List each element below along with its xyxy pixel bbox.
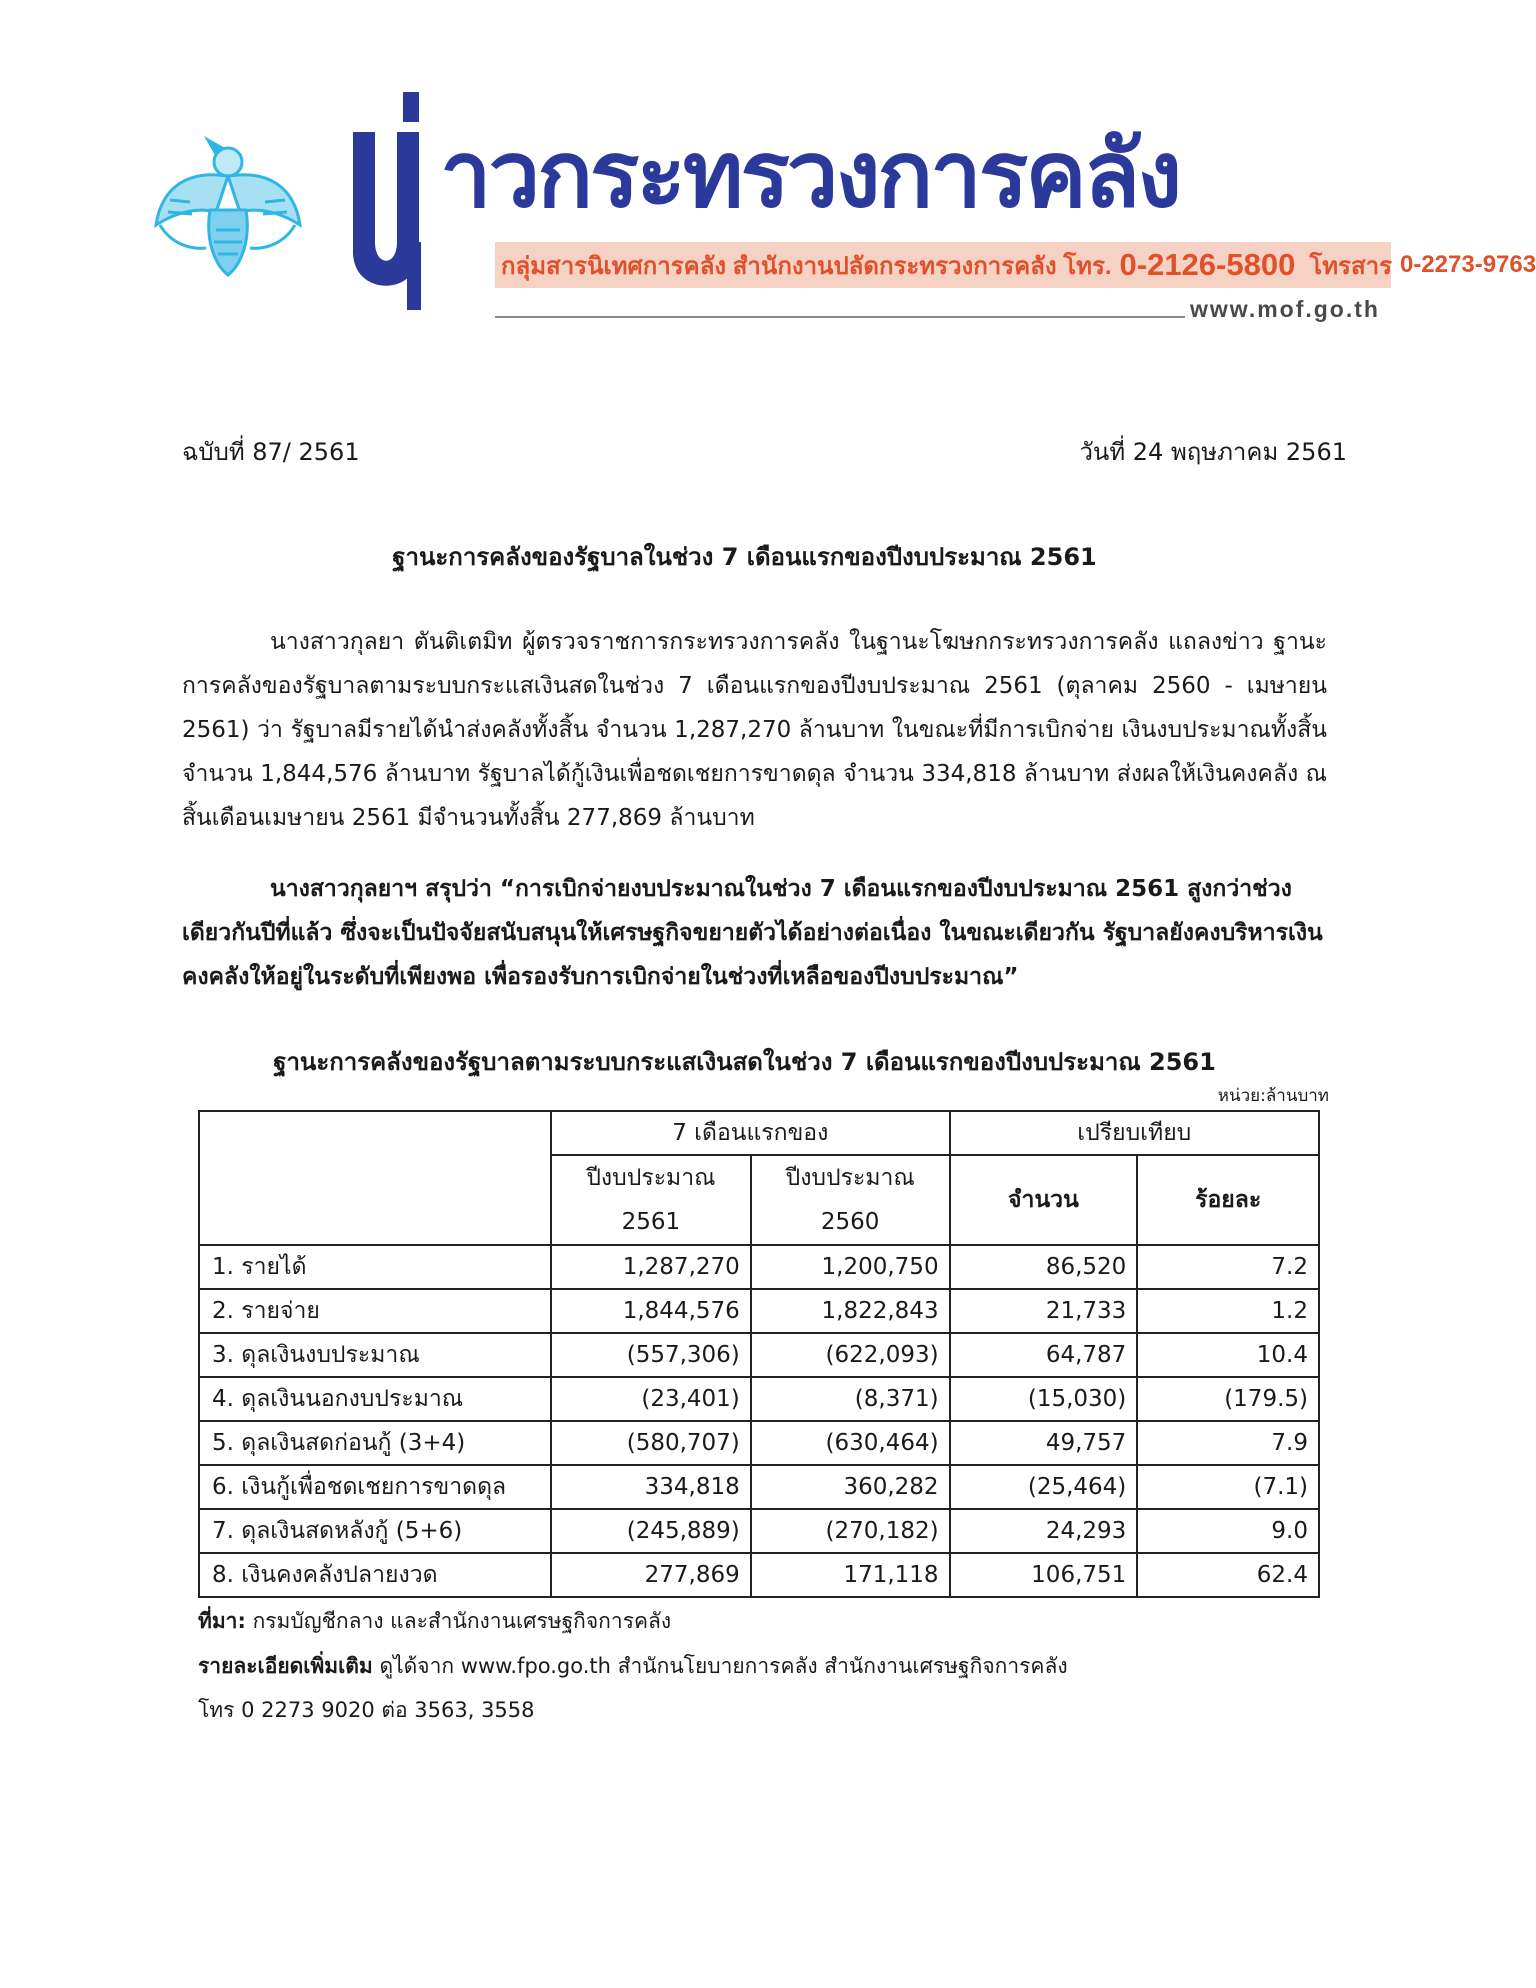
row-label: 7. ดุลเงินสดหลังกู้ (5+6) — [199, 1509, 551, 1553]
brand-large-letter — [345, 92, 427, 310]
cell-fy2560: 1,822,843 — [751, 1289, 950, 1333]
cell-fy2560: (630,464) — [751, 1421, 950, 1465]
cell-percent: 7.2 — [1137, 1245, 1319, 1289]
cell-percent: 9.0 — [1137, 1509, 1319, 1553]
body-paragraph-2: นางสาวกุลยาฯ สรุปว่า “การเบิกจ่ายงบประมาณในช่วง 7 เดือนแรกของปีงบประมาณ 2561 สูงกว่าช่วงเดียวกันปีที่แล้ว ซึ่งจะเป็นปัจจัยสนับสนุนให้เศรษฐกิจขยายตัวได้อย่างต่อเนื่อง ในขณะเดียวกัน รัฐบาลยังคงบริหารเงินคงคลังให้อยู่ในระดับที่เพียงพอ เพื่อรองรับการเบิกจ่ายในช่วงที่เหลือของปีงบประมาณ” — [182, 876, 1323, 990]
cell-amount: 106,751 — [950, 1553, 1138, 1597]
cell-fy2561: (580,707) — [551, 1421, 751, 1465]
masthead-contact-bar — [495, 242, 1536, 288]
cell-fy2561: (245,889) — [551, 1509, 751, 1553]
cell-percent: 62.4 — [1137, 1553, 1319, 1597]
table-header-group-compare: เปรียบเทียบ — [950, 1111, 1319, 1155]
details-note — [198, 1650, 1068, 1683]
cell-fy2561: (557,306) — [551, 1333, 751, 1377]
body-paragraph-1: นางสาวกุลยา ตันติเตมิท ผู้ตรวจราชการกระทรวงการคลัง ในฐานะโฆษกกระทรวงการคลัง แถลงข่าว ฐานะการคลังของรัฐบาลตามระบบกระแสเงินสดในช่วง 7 เดือนแรกของปีงบประมาณ 2561 (ตุลาคม 2560 - เมษายน 2561) ว่า รัฐบาลมีรายได้นำส่งคลังทั้งสิ้น จำนวน 1,287,270 ล้านบาท ในขณะที่มีการเบิกจ่าย เงินงบประมาณทั้งสิ้น จำนวน 1,844,576 ล้านบาท รัฐบาลได้กู้เงินเพื่อชดเชยการขาดดุล จำนวน 334,818 ล้านบาท ส่งผลให้เงินคงคลัง ณ สิ้นเดือนเมษายน 2561 มีจำนวนทั้งสิ้น 277,869 ล้านบาท — [182, 629, 1327, 831]
cell-fy2561: 277,869 — [551, 1553, 751, 1597]
masthead-url[interactable]: www.mof.go.th — [1190, 296, 1380, 322]
cell-amount: (15,030) — [950, 1377, 1138, 1421]
row-label: 2. รายจ่าย — [199, 1289, 551, 1333]
table-row — [199, 1289, 1319, 1333]
table-row — [199, 1245, 1319, 1289]
row-label: 4. ดุลเงินนอกงบประมาณ — [199, 1377, 551, 1421]
cell-fy2561: (23,401) — [551, 1377, 751, 1421]
cell-amount: 21,733 — [950, 1289, 1138, 1333]
cell-amount: 49,757 — [950, 1421, 1138, 1465]
row-label: 5. ดุลเงินสดก่อนกู้ (3+4) — [199, 1421, 551, 1465]
cell-fy2561: 1,287,270 — [551, 1245, 751, 1289]
cell-percent: (7.1) — [1137, 1465, 1319, 1509]
cell-percent: 7.9 — [1137, 1421, 1319, 1465]
cell-amount: 86,520 — [950, 1245, 1138, 1289]
table-title: ฐานะการคลังของรัฐบาลตามระบบกระแสเงินสดในช่วง 7 เดือนแรกของปีงบประมาณ 2561 — [273, 1048, 1216, 1076]
cell-fy2561: 1,844,576 — [551, 1289, 751, 1333]
table-row — [199, 1333, 1319, 1377]
table-row — [199, 1553, 1319, 1597]
table-row — [199, 1421, 1319, 1465]
cell-fy2561: 334,818 — [551, 1465, 751, 1509]
source-text: กรมบัญชีกลาง และสำนักงานเศรษฐกิจการคลัง — [245, 1609, 672, 1633]
table-unit: หน่วย:ล้านบาท — [1217, 1086, 1329, 1106]
cell-fy2560: (622,093) — [751, 1333, 950, 1377]
garuda-emblem-icon — [150, 130, 305, 280]
source-note — [198, 1605, 671, 1638]
fiscal-table — [198, 1110, 1320, 1598]
row-label: 1. รายได้ — [199, 1245, 551, 1289]
cell-fy2560: 171,118 — [751, 1553, 950, 1597]
table-header-group-period: 7 เดือนแรกของ — [551, 1111, 950, 1155]
cell-percent: 10.4 — [1137, 1333, 1319, 1377]
masthead-fax: 0-2273-9763 — [1399, 251, 1536, 278]
cell-amount: (25,464) — [950, 1465, 1138, 1509]
details-label: รายละเอียดเพิ่มเติม — [198, 1654, 373, 1678]
issue-date: วันที่ 24 พฤษภาคม 2561 — [1079, 438, 1347, 466]
details-text: ดูได้จาก www.fpo.go.th สำนักนโยบายการคลัง สำนักงานเศรษฐกิจการคลัง — [372, 1654, 1068, 1678]
table-header-fy2560: ปีงบประมาณ 2560 — [751, 1155, 950, 1245]
table-row — [199, 1509, 1319, 1553]
cell-fy2560: (270,182) — [751, 1509, 950, 1553]
cell-percent: (179.5) — [1137, 1377, 1319, 1421]
table-header-amount: จำนวน — [950, 1155, 1138, 1245]
cell-fy2560: 1,200,750 — [751, 1245, 950, 1289]
masthead-org: กลุ่มสารนิเทศการคลัง สำนักงานปลัดกระทรวงการคลัง โทร. — [501, 252, 1112, 280]
issue-number: ฉบับที่ 87/ 2561 — [182, 438, 360, 466]
table-row — [199, 1465, 1319, 1509]
cell-fy2560: (8,371) — [751, 1377, 950, 1421]
table-header-blank — [199, 1111, 551, 1245]
source-label: ที่มา: — [198, 1609, 246, 1633]
table-header-fy2561: ปีงบประมาณ 2561 — [551, 1155, 751, 1245]
contact-phone: โทร 0 2273 9020 ต่อ 3563, 3558 — [198, 1698, 535, 1722]
table-header-percent: ร้อยละ — [1137, 1155, 1319, 1245]
masthead-title: าวกระทรวงการคลัง — [440, 124, 1180, 226]
row-label: 3. ดุลเงินงบประมาณ — [199, 1333, 551, 1377]
row-label: 6. เงินกู้เพื่อชดเชยการขาดดุล — [199, 1465, 551, 1509]
masthead-fax-label: โทรสาร — [1309, 252, 1392, 280]
masthead-phone: 0-2126-5800 — [1119, 247, 1296, 282]
page-title: ฐานะการคลังของรัฐบาลในช่วง 7 เดือนแรกของปีงบประมาณ 2561 — [392, 543, 1097, 571]
cell-percent: 1.2 — [1137, 1289, 1319, 1333]
cell-fy2560: 360,282 — [751, 1465, 950, 1509]
row-label: 8. เงินคงคลังปลายงวด — [199, 1553, 551, 1597]
cell-amount: 24,293 — [950, 1509, 1138, 1553]
cell-amount: 64,787 — [950, 1333, 1138, 1377]
masthead-divider — [495, 316, 1185, 318]
table-row — [199, 1377, 1319, 1421]
